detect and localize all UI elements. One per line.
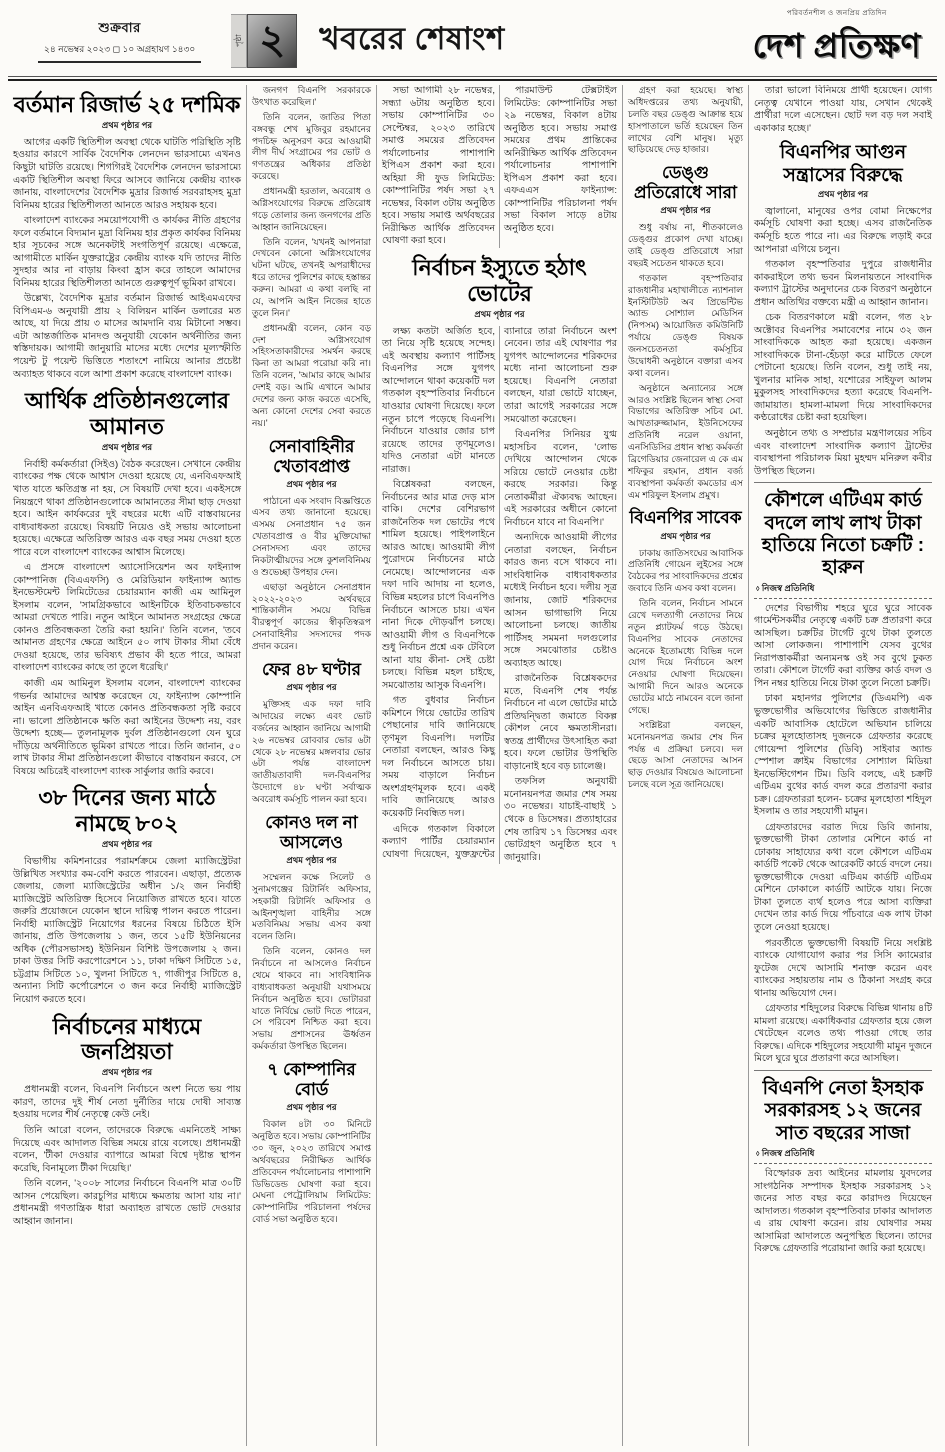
page-label: পৃষ্ঠা (231, 14, 247, 68)
continued-label: প্রথম পৃষ্ঠার পর (286, 478, 337, 489)
continuation-text (382, 85, 617, 248)
continued-label: প্রথম পৃষ্ঠার পর (101, 1067, 153, 1078)
article-paragraph: সভা আগামী ২৮ নভেম্বর, সন্ধ্যা ৬টায় অনুষ্ঠিত হবে। সভায় কোম্পানিটির ৩০ সেপ্টেম্বর, ২০২৩ তারিখে সমাপ্ত সময়ের প্রতিবেদন পর্যালোচনার পাশাপাশি ইপিএস প্রকাশ করা হবে। অহিয়া সী ফুড লিমিটেড: কোম্পানিটির পর্ষদ সভা ২৭ নভেম্বর, বিকাল ৩টায় অনুষ্ঠিত হবে। সভায় সমাপ্ত অর্থবছরের নিরীক্ষিত আর্থিক প্রতিবেদন ঘোষণা করা হবে। (382, 85, 495, 247)
column-a (8, 85, 246, 1446)
article-paragraph: প্রধানমন্ত্রী বলেন, বিএনপি নির্বাচনে অংশ নিতে ভয় পায় কারণ, তাদের দুই শীর্ষ নেতা দুর্নীতির দায়ে দোষী সাব্যস্ত হওয়ায় দলের শীর্ষ নেতৃত্বে কেউ নেই। (13, 1084, 241, 1121)
article-paragraph: লক্ষ্য কতটা অর্জিত হবে, তা নিয়ে সৃষ্টি হয়েছে সন্দেহ। এই অবস্থায় কল্যাণ পার্টিসহ বিএনপির সঙ্গে যুগপৎ আন্দোলনে থাকা কয়েকটি দল গতকাল বৃহস্পতিবার নির্বাচনে যাওয়ার ঘোষণা দিয়েছে। ফলে নতুন চাপে পড়েছে বিএনপি। নির্বাচনে যাওয়ার জোর চাপ রয়েছে তাদের তৃণমূলেও। যদিও নেতারা এটা মানতে নারাজ। (382, 325, 495, 475)
article-paragraph: অনুষ্ঠানে তথ্য ও সম্প্রচার মন্ত্রণালয়ের সচিব এবং বাংলাদেশ সাংবাদিক কল্যাণ ট্রাস্টের ব্যবস্থাপনা পরিচালক মিয়া মুহম্মদ মনিরুল কবীর উপস্থিত ছিলেন। (754, 427, 932, 477)
column-e (748, 85, 937, 1446)
article-paragraph: পাঠানো এক সংবাদ বিজ্ঞপ্তিতে এসব তথ্য জানানো হয়েছে। এসময় সেনাপ্রধান ৭৫ জন খেতাবপ্রাপ্ত ও বীর মুক্তিযোদ্ধা সেনাসদস্য এবং তাদের নিকটাত্মীয়দের সঙ্গে কুশলবিনিময় ও শুভেচ্ছা উপহার দেন। (252, 495, 371, 577)
article-paragraph: রাজনৈতিক বিশ্লেষকদের মতে, বিএনপি শেষ পর্যন্ত নির্বাচনে না এলে ভোটের মাঠে প্রতিদ্বন্দ্বিতা জমাতে বিকল্প কৌশল নেবে ক্ষমতাসীনরা। স্বতন্ত্র প্রার্থীদের উৎসাহিত করা হবে। ফলে ভোটার উপস্থিতি বাড়ানোই হবে বড় চ্যালেঞ্জ। (504, 673, 617, 772)
article-headline: বিএনপির সাবেক (629, 508, 742, 528)
article-paragraph: বিএনপির সিনিয়র যুগ্ম মহাসচিব বলেন, 'লোভ দেখিয়ে আন্দোলন থেকে সরিয়ে ভোটে নেওয়ার চেষ্টা করছে সরকার। কিন্তু নেতাকর্মীরা ঐক্যবদ্ধ আছেন। এই সরকারের অধীনে কোনো নির্বাচনে যাবে না বিএনপি।' (504, 429, 617, 528)
article-headline: ফের ৪৮ ঘণ্টার (261, 659, 362, 679)
article-paragraph: শুধু বর্ষায় না, শীতকালেও ডেঙ্গুর প্রকোপ দেখা যাচ্ছে। তাই ডেঙ্গু প্রতিরোধে সারা বছরই সচেতন থাকতে হবে। (628, 222, 743, 268)
byline-text: নিজস্ব প্রতিনিধি (761, 1148, 815, 1159)
article-paragraph: বিশ্লেষকরা বলছেন, নির্বাচনের আর মাত্র দেড় মাস বাকি। দেশের বেশিরভাগ রাজনৈতিক দল ভোটের পথে শামিল হয়েছে। পাইপলাইনে আরও আছে। আওয়ামী লীগ পুরোদমে নির্বাচনের মাঠে নেমেছে। আন্দোলনের এক দফা দাবি আদায় না হলেও, বিভিন্ন মহলের চাপে বিএনপিও নির্বাচনে আসতে চায়। এখন নানা দিকে দৌড়ঝাঁপ চলছে। আওয়ামী লীগ ও বিএনপিকে শুধু নির্বাচন প্রশ্নে এক টেবিলে আনা যায় কীনা- সেই চেষ্টা চলছে। বিভিন্ন মহল চাইছে, সমঝোতায় আসুক বিএনপি। (382, 479, 495, 691)
article-paragraph: তিনি বলেন, '২০০৮ সালের নির্বাচনে বিএনপি মাত্র ৩০টি আসন পেয়েছিল। কারচুপির মাধ্যমে ক্ষমতায় আসা যায় না।' প্রধানমন্ত্রী গণতান্ত্রিক ধারা অব্যাহত রাখতে ভোট দেওয়ার আহ্বান জানান। (13, 1178, 241, 1227)
continued-label: প্রথম পৃষ্ঠার পর (286, 854, 337, 865)
continued-label: প্রথম পৃষ্ঠার পর (101, 119, 153, 130)
article-bnp-leader-sentence (754, 1070, 932, 1256)
continued-label: প্রথম পৃষ্ঠার পর (286, 682, 337, 693)
article-body (382, 326, 617, 864)
article-atm-card-fraud (754, 482, 932, 1066)
article-paragraph: দেশের বিভাগীয় শহরে ঘুরে ঘুরে সাবেক গার্মেন্টসকর্মীর নেতৃত্বে একটি চক্র প্রতারণা করে আসছিল। চক্রটির টার্গেট বুথে টাকা তুলতে আসা লোকজন। পাশাপাশি যেসব বুথের নিরাপত্তাকর্মীরা অন্যমনস্ক ওই সব বুথে ঢুকত তারা। কৌশলে টার্গেট করা ব্যক্তির কার্ড বদল ও পিন নম্বর হাতিয়ে নিয়ে টাকা তুলে নিতো চক্রটি। (754, 602, 932, 689)
continued-label: প্রথম পৃষ্ঠার পর (474, 308, 525, 319)
continuation-text (628, 85, 743, 156)
article-paragraph: কাজী এম আমিনুল ইসলাম বলেন, বাংলাদেশ ব্যাংকের গভর্নর আমাদের আশ্বস্ত করেছেন যে, ফাইন্যান্স কোম্পানি আইন এনবিএফআই খাতে কোনও প্রতিবন্ধকতা সৃষ্টি করবে না। ভালো প্রতিষ্ঠানকে ক্ষতি করা আইনের উদ্দেশ্য নয়, বরং উদ্দেশ্য হচ্ছে— তুলনামূলক দুর্বল প্রতিষ্ঠানগুলো যেন ঘুরে দাঁড়িয়ে অর্থনীতিতে ভূমিকা রাখতে পারে। তিনি জানান, ৫০ লাখ টাকার সীমা প্রতিষ্ঠানগুলো কীভাবে বাস্তবায়ন করবে, সে বিষয়ে অচিরেই বাংলাদেশ ব্যাংক সার্কুলার জারি করবে। (13, 677, 241, 777)
article-paragraph: পরবর্তীতে ভুক্তভোগী বিষয়টি নিয়ে সংশ্লিষ্ট ব্যাংকে যোগাযোগ করার পর সিসি ক্যামেরার ফুটেজ দেখে আসামি শনাক্ত করেন এবং ব্যাংকের সহায়তায় নাম ও ঠিকানা সংগ্রহ করে থানায় অভিযোগ দেন। (754, 937, 932, 999)
article-paragraph: গতকাল বৃহস্পতিবার রাজধানীর মহাখালীতে ন্যাশনাল ইনস্টিটিউট অব প্রিভেন্টিভ অ্যান্ড সোশ্যাল মেডিসিন (নিপসম) আয়োজিত কমিউনিটি পর্যায়ে ডেঙ্গু বিষয়ক জনসচেতনতা কর্মসূচির উদ্বোধনী অনুষ্ঠানে বক্তারা এসব কথা বলেন। (628, 272, 743, 378)
article-paragraph: ঢাকা মহানগর পুলিশের (ডিএমপি) এক ভুক্তভোগীর অভিযোগের ভিত্তিতে রাজধানীর একটি আবাসিক হোটেলে অভিযান চালিয়ে চক্রের মূলহোতাসহ দুজনকে গ্রেফতার করেছে গোয়েন্দা পুলিশের (ডিবি) সাইবার অ্যান্ড স্পেশাল ক্রাইম বিভাগের সোশ্যাল মিডিয়া ইনভেস্টিগেশন টিম। ডিবি বলছে, এই চক্রটি এটিএম বুথের কার্ড বদল করে প্রতারণা করার চক্র। গ্রেফতাররা হলেন- চক্রের মূলহোতা শহিদুল ইসলাম ও তার সহযোগী মামুন। (754, 693, 932, 818)
article-dengue (628, 163, 743, 501)
masthead (0, 0, 945, 76)
article-election-popularity (13, 1014, 241, 1229)
article-headline: সেনাবাহিনীর খেতাবপ্রাপ্ত (268, 436, 355, 476)
article-paragraph: গ্রেফতারদের বরাত দিয়ে ডিবি জানায়, ভুক্তভোগী টাকা তোলার মেশিনে কার্ড না ঢোকায় সাহায্যের কথা বলে কৌশলে এটিএম কার্ডটি পকেট থেকে আরেকটি কার্ডে বদলে নেয়। ভুক্তভোগীকে দেওয়া এটিএম কার্ডটি এটিএম মেশিনে ঢোকালে কার্ডটি আটকে যায়। নিজে টাকা তুলতে ব্যর্থ হলেও পরে আসা ব্যক্তিরা দেখেন তার কার্ড দিয়ে পাঁচবারে এক লাখ টাকা তুলে নেওয়া হয়েছে। (754, 821, 932, 933)
article-paragraph: এ প্রসঙ্গে বাংলাদেশ অ্যাসোসিয়েশন অব ফাইন্যান্স কোম্পানিজ (বিএএফসি) ও মেরিডিয়ান ফাইন্যান্স অ্যান্ড ইনভেস্টমেন্ট লিমিটেডের চেয়ারম্যান কাজী এম আমিনুল ইসলাম বলেন, 'সামগ্রিকভাবে আইনটিকে ইতিবাচকভাবে আমরা দেখতে পারি। নতুন আইনে আমানত সংগ্রহের ক্ষেত্রে কোনও প্রতিবন্ধকতা তৈরি করা হয়নি।' তিনি বলেন, 'তবে আমানত গ্রহণের ক্ষেত্রে আইনে ৫০ লাখ টাকার সীমা বেঁধে দেওয়া হয়েছে, তার ভবিষ্যৎ প্রভাব কী হতে পারে, আমরা বাংলাদেশ ব্যাংকের কাছে তা তুলে ধরেছি।' (13, 562, 241, 674)
continuation-text (754, 85, 932, 135)
continued-label: প্রথম পৃষ্ঠার পর (817, 188, 869, 199)
article-headline: নির্বাচন ইস্যুতে হঠাৎ ভোটের (412, 254, 587, 306)
article-paragraph: সম্মেলন কক্ষে সিলেট ও সুনামগঞ্জের রিটার্নিং অফিসার, সহকারী রিটার্নিং অফিসার ও আইনশৃঙ্খলা বাহিনীর সঙ্গে মতবিনিময় সভায় এসব কথা বলেন তিনি। (252, 871, 371, 942)
article-paragraph: তিনি বলেন, জাতির পিতা বঙ্গবন্ধু শেখ মুজিবুর রহমানের পদচিহ্ন অনুসরণ করে আওয়ামী লীগ দীর্ঘ সংগ্রামের পর ভোট ও গণতন্ত্রের অধিকার প্রতিষ্ঠা করেছে। (252, 111, 371, 182)
byline (756, 1147, 932, 1161)
article-reserve (13, 92, 241, 381)
article-paragraph: পারমাউন্ট টেক্সটাইল লিমিটেড: কোম্পানিটির সভা ২৯ নভেম্বর, বিকাল ৪টায় অনুষ্ঠিত হবে। সভায় সমাপ্ত সময়ের প্রথম প্রান্তিকের অনিরীক্ষিত আর্থিক প্রতিবেদন পর্যালোচনার পাশাপাশি ইপিএস প্রকাশ করা হবে। এফএএস ফাইন্যান্স: কোম্পানিটির পরিচালনা পর্ষদ সভা বিকাল সাড়ে ৪টায় অনুষ্ঠিত হবে। (504, 85, 617, 234)
article-paragraph: গ্রহণ করা হয়েছে। স্বাস্থ্য অধিদপ্তরের তথ্য অনুযায়ী, চলতি বছর ডেঙ্গু আক্রান্ত হয়ে হাসপাতালে ভর্তি হয়েছেন তিন লাখের বেশি মানুষ। মৃত্যু ছাড়িয়েছে দেড় হাজার। (628, 85, 743, 155)
article-paragraph: সংশ্লিষ্টরা বলছেন, মনোনয়নপত্র জমার শেষ দিন পর্যন্ত এ প্রক্রিয়া চলবে। দল ছেড়ে আসা নেতাদের আসন ছাড় দেওয়ার বিষয়েও আলোচনা চলছে বলে সূত্র জানিয়েছে। (628, 719, 743, 790)
article-army-gallantry (252, 437, 371, 653)
byline-text: নিজস্ব প্রতিনিধি (761, 582, 815, 593)
article-headline: ডেঙ্গু প্রতিরোধে সারা (634, 163, 737, 203)
article-headline: বর্তমান রিজার্ভ ২৫ দশমিক (13, 92, 241, 117)
article-48hr-blockade (252, 660, 371, 806)
article-paragraph: গত বুধবার নির্বাচন কমিশনে গিয়ে ভোটের তারিখ পেছানোর দাবি জানিয়েছে তৃণমূল বিএনপি। দলটির নেতারা বলছেন, আরও কিছু দল নির্বাচনে আসতে চায়। সময় বাড়ালে নির্বাচন অংশগ্রহণমূলক হবে। একই দাবি জানিয়েছে আরও কয়েকটি নিবন্ধিত দল। (382, 695, 495, 819)
article-paragraph: জ্বালানো, মানুষের ওপর বোমা নিক্ষেপের কর্মসূচি ঘোষণা করা হচ্ছে। এসব রাজনৈতিক কর্মসূচি হতে পারে না। এর বিরুদ্ধে লড়াই করে আপনারা এগিয়ে চলুন। (754, 205, 932, 255)
date-line: ২৪ নভেম্বর ২০২৩ ◻ ১০ অগ্রহায়ণ ১৪৩০ (44, 44, 196, 54)
article-paragraph: বাংলাদেশ ব্যাংকের সময়োপযোগী ও কার্যকর নীতি গ্রহণের ফলে বর্তমানে বিদ্যমান মুদ্রা বিনিময় হার প্রকৃত কার্যকর বিনিময় হার সূচকের সঙ্গে অনেকটাই সংগতিপূর্ণ রয়েছে। এক্ষেত্রে, আগামীতে মার্কিন যুক্তরাষ্ট্রের কেন্দ্রীয় ব্যাংক যদি তাদের নীতি সুদহার আর না বাড়ায় কিংবা হ্রাস করে তাহলে আমাদের বিনিময় হারের স্থিতিশীলতা আনতে গুরুত্বপূর্ণ ভূমিকা রাখবে। (13, 215, 241, 289)
article-paragraph: প্রধানমন্ত্রী বলেন, কোন বড় দেশ অগ্নিসংযোগ সহিংসতাকারীদের সমর্থন করছে কিনা তা আমরা পরোয়া করি না। তিনি বলেন, 'আমার কাছে আমার দেশই বড়। আমি এখানে আমার দেশের জন্য কাজ করতে এসেছি, অন্য কোনো দেশের সেবা করতে নয়।' (252, 322, 371, 428)
weekday-label: শুক্রবার (98, 20, 141, 35)
article-paragraph: চেক বিতরণকালে মন্ত্রী বলেন, গত ২৮ অক্টোবর বিএনপির সমাবেশের নামে ৩২ জন সাংবাদিককে আহত করা হয়েছে। একজন সাংবাদিককে টানা-হেঁচড়া করে মাটিতে ফেলে পেটানো হয়েছে। তিনি বলেন, শুধু তাই নয়, খুলনার মানিক সাহা, যশোরের সাইফুল আলম মুকুলসহ সাংবাদিকদের হত্যা করেছে বিএনপি-জামায়াত। হামলা-মামলা দিয়ে সাংবাদিকদের কণ্ঠরোধের চেষ্টা করা হয়েছিল। (754, 312, 932, 424)
continued-label: প্রথম পৃষ্ঠার পর (660, 205, 711, 216)
page-number-box (231, 14, 297, 68)
article-paragraph: গ্রেফতার শহিদুলের বিরুদ্ধে বিভিন্ন থানায় ৪টি মামলা রয়েছে। একাধিকবার গ্রেফতার হয়ে জেল খেটেছেন বলেও তথ্য পাওয়া গেছে তার বিরুদ্ধে। এদিকে শহিদুলের সহযোগী মামুন দুজনে মিলে ঘুরে ঘুরে প্রতারণা করে আসছিল। (754, 1003, 932, 1065)
article-paragraph: বিস্ফোরক দ্রব্য আইনের মামলায় যুবদলের সাংগঠনিক সম্পাদক ইসহাক সরকারসহ ১২ জনের সাত বছর করে কারাদণ্ড দিয়েছেন আদালত। গতকাল বৃহস্পতিবার ঢাকার আদালত এ রায় ঘোষণা করেন। রায় ঘোষণার সময় আসামিরা আদালতে অনুপস্থিত ছিলেন। তাদের বিরুদ্ধে গ্রেফতারি পরোয়ানা জারি করা হয়েছে। (754, 1168, 932, 1255)
column-d (622, 85, 748, 1446)
article-paragraph: তিনি বলেন, 'যখনই আপনারা দেখবেন কোনো অগ্নিসংযোগের ঘটনা ঘটছে, তখনই অপরাধীদের ধরে তাদের পুলিশের কাছে হস্তান্তর করুন। আমরা এ কথা বলছি না যে, আপনি আইন নিজের হাতে তুলে নিন।' (252, 236, 371, 318)
article-paragraph: আগের একটি স্থিতিশীল অবস্থা থেকে ঘাটতি পরিস্থিতি সৃষ্টি হওয়ার কারণে সার্বিক বৈদেশিক লেনদেন ভারসাম্যে এখনও কিছুটা ঘাটতি রয়েছে। শিগগিরই বৈদেশিক লেনদেন ভারসাম্যে একটি স্থিতিশীল অবস্থা ফিরে আসবে জানিয়ে কেন্দ্রীয় ব্যাংক জানায়, বাংলাদেশের বৈদেশিক মুদ্রার রিজার্ভ সরবরাহসহ মুদ্রা বিনিময় হারের স্থিতিশীলতা আনতে আরও সহায়ক হবে। (13, 136, 241, 211)
diamond-icon: ◊ (756, 585, 760, 593)
continued-label: প্রথম পৃষ্ঠার পর (286, 1102, 337, 1113)
column-c (376, 85, 622, 1446)
article-paragraph: বিভাগীয় কমিশনারের পরামর্শক্রমে জেলা ম্যাজিস্ট্রেটরা উল্লিখিত সংখ্যার কম-বেশি করতে পারবেন। এছাড়া, প্রত্যেক জেলায়, জেলা ম্যাজিস্ট্রেটের অধীন ১/২ জন নির্বাহী ম্যাজিস্ট্রেট অতিরিক্ত হিসেবে নিয়োজিত রাখতে হবে। যাতে জরুরি প্রয়োজনে যেকোন স্থানে দায়িত্ব পালন করতে পারেন। নির্বাহী ম্যাজিস্ট্রেট নিয়োগের ধরনের বিষয়ে চিঠিতে ইসি জানায়, প্রতি উপজেলায় ১ জন, তবে ১৫টি ইউনিয়নের অধিক (পৌরসভাসহ) ইউনিয়ন বিশিষ্ট উপজেলায় ২ জন। ঢাকা উত্তর সিটি করপোরেশনে ১১, ঢাকা দক্ষিণ সিটিতে ১৫, চট্টগ্রাম সিটিতে ১০, খুলনা সিটিতে ৭, গাজীপুর সিটিতে ৪, অন্যান্য সিটি কর্পোরেশনে ৩ জন করে নির্বাহী ম্যাজিস্ট্রেট নিয়োগ করতে হবে। (13, 856, 241, 1005)
article-headline: নির্বাচনের মাধ্যমে জনপ্রিয়তা (52, 1013, 202, 1065)
columns-container (0, 81, 945, 1446)
byline (756, 582, 932, 596)
section-title: খবরের শেষাংশ (319, 21, 505, 56)
article-paragraph: তারা ভালো বিনিময়ে প্রার্থী হয়েছেন। যোগ্য নেতৃত্ব যেখানে পাওয়া যায়, সেখান থেকেই প্রার্থীরা দলে এসেছেন। ছোট দল বড় দল সবাই একাকার হচ্ছে।' (754, 85, 932, 134)
continued-label: প্রথম পৃষ্ঠার পর (101, 839, 153, 850)
article-paragraph: অনুষ্ঠানে অন্যান্যের সঙ্গে আরও সংশ্লিষ্ট ছিলেন স্বাস্থ্য সেবা বিভাগের অতিরিক্ত সচিব মো. আখতারুজ্জামান, ইউনিসেফের প্রতিনিধি নরেল ওয়ানা, এনসিডিসির প্রধান স্বাস্থ্য কর্মকর্তা ব্রিগেডিয়ার জেনারেল এ কে এম শফিকুর রহমান, প্রধান বর্জ্য ব্যবস্থাপনা কর্মকর্তা কমডোর এস এম শরিফুল ইসলাম প্রমুখ। (628, 382, 743, 500)
article-paragraph: মুক্তিসহ এক দফা দাবি আদায়ের লক্ষ্যে এবং ভোট বর্জনের আহ্বান জানিয়ে আগামী ২৬ নভেম্বর রোববার ভোর ৬টা থেকে ২৮ নভেম্বর মঙ্গলবার ভোর ৬টা পর্যন্ত বাংলাদেশ জাতীয়তাবাদী দল-বিএনপির উদ্যোগে ৪৮ ঘণ্টা সর্বাত্মক অবরোধ কর্মসূচি পালন করা হবে। (252, 699, 371, 805)
article-paragraph: জনগণ বিএনপি সরকারকে উৎখাত করেছিল।' (252, 85, 371, 107)
article-headline: বিএনপির আগুন সন্ত্রাসের বিরুদ্ধে (779, 142, 907, 186)
article-paragraph: গতকাল বৃহস্পতিবার দুপুরে রাজধানীর কাকরাইলে তথ্য ভবন মিলনায়তনে সাংবাদিক কল্যাণ ট্রাস্টের অনুদানের চেক বিতরণ অনুষ্ঠানে প্রধান অতিথির বক্তব্যে মন্ত্রী এ আহ্বান জানান। (754, 259, 932, 308)
article-headline: কোনও দল না আসলেও (265, 812, 358, 852)
newspaper-logo: দেশ প্রতিক্ষণ (752, 26, 921, 64)
date-block (38, 19, 201, 63)
byline-divider (754, 598, 932, 599)
diamond-icon: ◊ (756, 1151, 760, 1159)
article-paragraph: এছাড়া অনুষ্ঠানে সেনাপ্রধান ২০২২-২০২৩ অর্থবছরে শান্তিকালীন সময়ে বিভিন্ন বীরত্বপূর্ণ কাজের স্বীকৃতিস্বরূপ সেনাবাহিনীর সদস্যদের পদক প্রদান করেন। (252, 581, 371, 652)
logo-block (753, 7, 925, 76)
article-headline: ৭ কোম্পানির বোর্ড (267, 1060, 356, 1100)
article-election-issue (382, 255, 617, 864)
article-paragraph: ঢাকায় জাতিসংঘের আবাসিক প্রতিনিধি গোয়েন লুইসের সঙ্গে বৈঠকের পর সাংবাদিকদের প্রশ্নের জবাবে তিনি এসব কথা বলেন। (628, 547, 743, 594)
article-paragraph: অন্যদিকে আওয়ামী লীগের নেতারা বলছেন, নির্বাচন কারও জন্য বসে থাকবে না। সাংবিধানিক বাধ্যবাধকতার মধ্যেই নির্বাচন হবে। দলীয় সূত্র জানায়, জোট শরিকদের আসন ভাগাভাগি নিয়ে আলোচনা চলছে। জাতীয় পার্টিসহ সমমনা দলগুলোর সঙ্গে সমঝোতার চেষ্টাও অব্যাহত আছে। (504, 532, 617, 669)
article-paragraph: প্রধানমন্ত্রী হরতাল, অবরোধ ও অগ্নিসংযোগের বিরুদ্ধে প্রতিরোধ গড়ে তোলার জন্য জনগণের প্রতি আহ্বান জানিয়েছেন। (252, 186, 371, 232)
article-headline: বিএনপি নেতা ইসহাক সরকারসহ ১২ জনের সাত বছরের সাজা (762, 1077, 924, 1144)
article-headline: কৌশলে এটিএম কার্ড বদলে লাখ লাখ টাকা হাতিয়ে নিতো চক্রটি : হারুন (761, 490, 925, 579)
article-bnp-former (628, 508, 743, 791)
continued-label: প্রথম পৃষ্ঠার পর (660, 530, 711, 541)
article-financial-deposits (13, 388, 241, 778)
article-seven-companies (252, 1060, 371, 1226)
article-headline: ৩৮ দিনের জন্য মাঠে নামছে ৮০২ (38, 785, 216, 837)
page-number: ২ (247, 14, 297, 68)
article-arson-terror (754, 142, 932, 478)
article-paragraph: তিনি বলেন, নির্বাচন সামনে রেখে দলত্যাগী নেতাদের নিয়ে নতুন প্ল্যাটফর্ম গড়ে উঠছে। বিএনপির সাবেক নেতাদের অনেকে ইতোমধ্যে বিভিন্ন দলে যোগ দিয়ে নির্বাচনে অংশ নেওয়ার ঘোষণা দিয়েছেন। আগামী দিনে আরও অনেকে ভোটের মাঠে নামবেন বলে জানা গেছে। (628, 598, 743, 715)
article-paragraph: উল্লেখ্য, বৈদেশিক মুদ্রার বর্তমান রিজার্ভ আইএমএফের বিপিএম-৬ অনুযায়ী প্রায় ২ বিলিয়ন মার্কিন ডলারের মত আছে, যা দিয়ে প্রায় ৩ মাসের আমদানি ব্যয় মিটানো সম্ভব। এটা আন্তর্জাতিক মানদণ্ড অনুযায়ী যেকোন অর্থনীতির জন্য স্বস্তিদায়ক। আগামী জানুয়ারি মাসের মধ্যে দেশের মূল্যস্ফীতি পয়েন্ট টু পয়েন্ট ভিত্তিতে শতাংশে নামিয়ে আনার প্রচেষ্টা অব্যাহত থাকবে বলে আশা প্রকাশ করেছে বাংলাদেশ ব্যাংক। (13, 293, 241, 380)
article-paragraph: বিকাল ৪টা ৩০ মিনিটে অনুষ্ঠিত হবে। সভায় কোম্পানিটির ৩০ জুন, ২০২৩ তারিখে সমাপ্ত অর্থবছরের নিরীক্ষিত আর্থিক প্রতিবেদন পর্যালোচনার পাশাপাশি ডিভিডেন্ড ঘোষণা করা হবে। মেঘনা পেট্রোলিয়াম লিমিটেড: কোম্পানিটির পরিচালনা পর্ষদের বোর্ড সভা অনুষ্ঠিত হবে। (252, 1119, 371, 1225)
article-paragraph: নির্বাহী কর্মকর্তারা (সিইও) বৈঠক করেছেন। সেখানে কেন্দ্রীয় ব্যাংকের পক্ষ থেকে আশ্বাস দেওয়া হয়েছে যে, এনবিএফআই খাত যাতে ক্ষতিগ্রস্ত না হয়, সে বিষয়টি দেখা হবে। একইসঙ্গে নিয়ন্ত্রণে থাকা প্রতিষ্ঠানগুলোকে আমানতের সীমা ছাড় দেওয়া হবে। আইন কার্যকরের দুই বছরের মধ্যে এটি বাস্তবায়নের বাধ্যবাধকতা রয়েছে। বিষয়টি নিয়েও ওই সভায় আলোচনা হয়েছে। এক্ষেত্রে অতিরিক্ত আরও এক বছর সময় দেওয়া হতে পারে বলে বাংলাদেশ ব্যাংকের আশ্বাস মিলেছে। (13, 458, 241, 558)
column-b (246, 85, 376, 1446)
article-headline: আর্থিক প্রতিষ্ঠানগুলোর আমানত (25, 388, 229, 439)
article-paragraph: তিনি আরো বলেন, তাদেরকে বিরুদ্ধে এমনিতেই সাক্ষ্য দিয়েছে এবং আদালত বিভিন্ন সময়ে রায়ে বলেছে। প্রধানমন্ত্রী বলেন, 'টীকা দেওয়ার ব্যাপারে আমরা বিশ্বে দৃষ্টান্ত স্থাপন করেছি, বিনামূল্যে টীকা দিয়েছি।' (13, 1125, 241, 1174)
continued-label: প্রথম পৃষ্ঠার পর (101, 441, 153, 452)
article-magistrates (13, 785, 241, 1006)
article-paragraph: এদিকে গতকাল বিকালে কল্যাণ পার্টির চেয়ারম্যান ঘোষণা দিয়েছেন, যুক্তফ্রন্টের ব্যানারে তারা নির্বাচনে অংশ নেবেন। তার এই ঘোষণার পর যুগপৎ আন্দোলনের শরিকদের মধ্যে নানা আলোচনা শুরু হয়েছে। বিএনপি নেতারা বলছেন, যারা ভোটে যাচ্ছেন, তারা আগেই সরকারের সঙ্গে সমঝোতা করেছেন। (382, 325, 617, 860)
continuation-text (252, 85, 371, 430)
byline-divider (754, 1163, 932, 1164)
logo-tagline: পরিবর্তনশীল ও জনপ্রিয় প্রতিদিন (786, 9, 887, 17)
article-paragraph: তফসিল অনুযায়ী মনোনয়নপত্র জমার শেষ সময় ৩০ নভেম্বর। যাচাই-বাছাই ১ থেকে ৪ ডিসেম্বর। প্রত্যাহারের শেষ তারিখ ১৭ ডিসেম্বর এবং ভোটগ্রহণ অনুষ্ঠিত হবে ৭ জানুয়ারি। (504, 776, 617, 863)
article-no-party (252, 813, 371, 1053)
article-paragraph: তিনি বলেন, কোনও দল নির্বাচনে না আসলেও নির্বাচন থেমে থাকবে না। সাংবিধানিক বাধ্যবাধকতা অনুযায়ী যথাসময়ে নির্বাচন অনুষ্ঠিত হবে। ভোটাররা যাতে নির্বিঘ্নে ভোট দিতে পারেন, সে পরিবেশ নিশ্চিত করা হবে। সভায় প্রশাসনের ঊর্ধ্বতন কর্মকর্তারা উপস্থিত ছিলেন। (252, 946, 371, 1052)
